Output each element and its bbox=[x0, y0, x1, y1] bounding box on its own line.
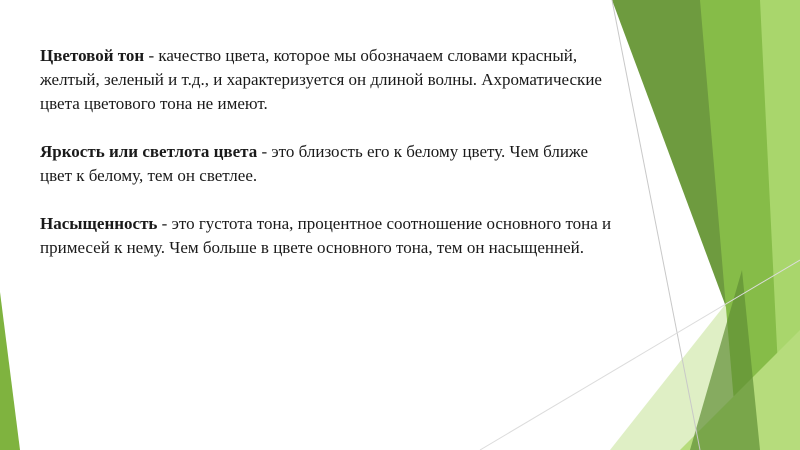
text-block bbox=[40, 44, 620, 284]
definition-brightness: - это близость его к белому цвету. Чем ближе цвет к белому, тем он светлее. bbox=[40, 142, 588, 185]
paragraph-brightness bbox=[40, 140, 620, 188]
definition-hue: - качество цвета, которое мы обозначаем словами красный, желтый, зеленый и т.д., и характеризуется он длиной волны. Ахроматические цвета цветового тона не имеют. bbox=[40, 46, 602, 113]
paragraph-saturation bbox=[40, 212, 620, 260]
term-hue: Цветовой тон bbox=[40, 46, 145, 65]
term-brightness: Яркость или светлота цвета bbox=[40, 142, 258, 161]
definition-saturation: - это густота тона, процентное соотношение основного тона и примесей к нему. Чем больше в цвете основного тона, тем он насыщенней. bbox=[40, 214, 612, 257]
term-saturation: Насыщенность bbox=[40, 214, 158, 233]
paragraph-hue bbox=[40, 44, 620, 116]
left-accent-shape bbox=[0, 292, 20, 450]
